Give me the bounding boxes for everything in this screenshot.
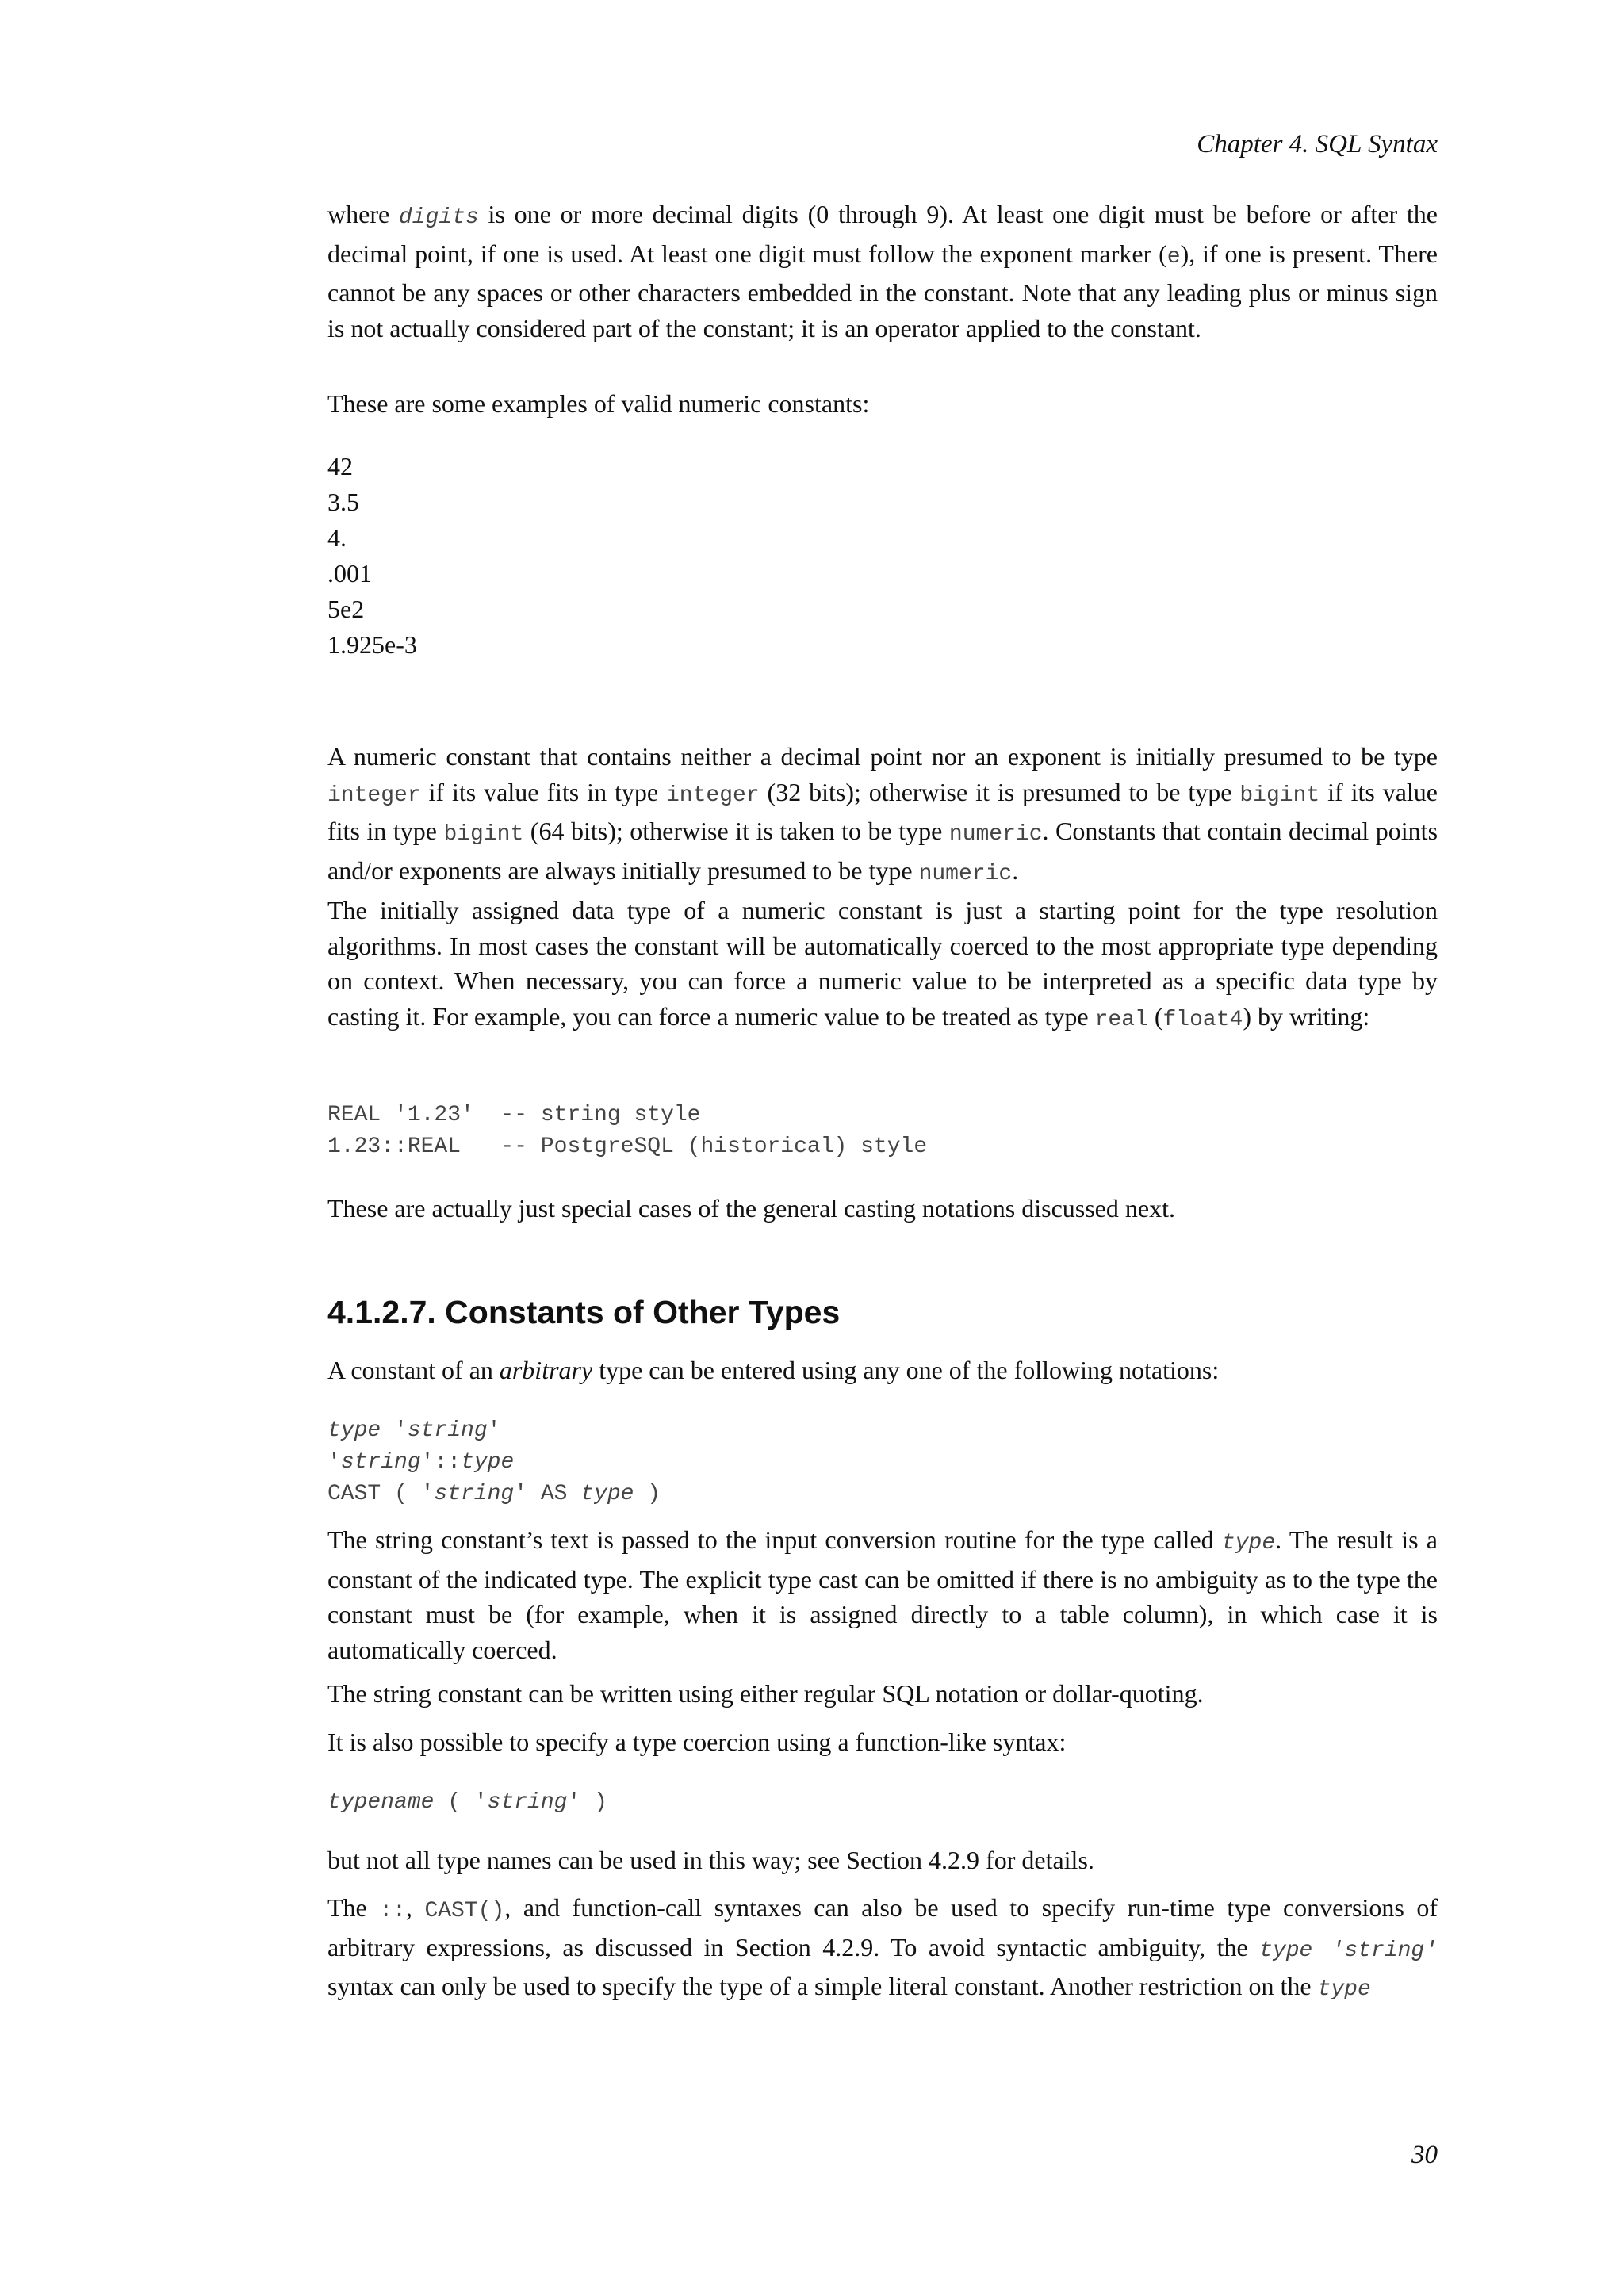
inline-code-bigint: bigint <box>1239 783 1320 808</box>
inline-code-numeric: numeric <box>918 861 1013 886</box>
numeric-examples-list <box>327 449 417 663</box>
code-block-cast-examples <box>327 1100 927 1163</box>
code-line: 'string'::type <box>327 1450 515 1475</box>
emphasis-arbitrary: arbitrary <box>499 1356 593 1384</box>
inline-code-real: real <box>1094 1007 1148 1032</box>
code-line: typename ( 'string' ) <box>327 1790 607 1815</box>
paragraph-numeric-types: A numeric constant that contains neither a decimal point nor an exponent is initially presumed to be type integer if its value fits in type integer (32 bits); otherwise it is presumed to be type bigint if its value fits in type bigint (64 bits); otherwise it is taken to be type numeric. Constants that contain decimal points and/or exponents are always initially presumed to be type numeric. <box>327 742 1438 886</box>
inline-code-double-colon: :: <box>379 1899 406 1923</box>
code-line: type 'string' <box>327 1418 501 1443</box>
code-line: CAST ( 'string' AS type ) <box>327 1482 661 1506</box>
inline-code-bigint: bigint <box>443 822 524 847</box>
numeric-example: 3.5 <box>327 488 359 516</box>
inline-code-digits: digits <box>398 205 479 230</box>
inline-code-integer: integer <box>666 783 760 808</box>
code-block-notations <box>327 1415 661 1510</box>
inline-code-type: type <box>1317 1977 1371 2002</box>
paragraph-digits-rules: where digits is one or more decimal digits (0 through 9). At least one digit must be before or after the decimal point, if one is used. At least one digit must follow the exponent marker (e), if one is present. There cannot be any spaces or other characters embedded in the constant. Note that any leading plus or minus sign is not actually considered part of the constant; it is an operator applied to the constant. <box>327 200 1438 342</box>
paragraph-dollar-quoting: The string constant can be written using either regular SQL notation or dollar-quoting. <box>327 1679 1204 1708</box>
inline-code-numeric: numeric <box>948 822 1043 847</box>
paragraph-input-conversion: The string constant’s text is passed to the input conversion routine for the type called type. The result is a constant of the indicated type. The explicit type cast can be omitted if there is no ambiguity as to the type the constant must be (for example, when it is assigned directly to a table column), in which case it is automatically coerced. <box>327 1525 1438 1664</box>
inline-code-e: e <box>1166 244 1181 270</box>
numeric-example: 42 <box>327 452 353 480</box>
inline-code-float4: float4 <box>1162 1007 1243 1032</box>
running-header: Chapter 4. SQL Syntax <box>1197 130 1438 159</box>
inline-code-type-string: type 'string' <box>1259 1938 1438 1963</box>
page-number: 30 <box>1411 2141 1438 2169</box>
code-line: REAL '1.23' -- string style <box>327 1103 701 1127</box>
paragraph-type-resolution: The initially assigned data type of a numeric constant is just a starting point for the type resolution algorithms. In most cases the constant will be automatically coerced to the most appropriate type depending on context. When necessary, you can force a numeric value to be interpreted as a specific data type by casting it. For example, you can force a numeric value to be treated as type real (float4) by writing: <box>327 896 1438 1032</box>
code-line: 1.23::REAL -- PostgreSQL (historical) style <box>327 1135 928 1159</box>
inline-code-integer: integer <box>327 783 421 808</box>
inline-code-cast: CAST() <box>424 1899 505 1923</box>
numeric-example: .001 <box>327 559 372 587</box>
paragraph-examples-intro: These are some examples of valid numeric constants: <box>327 389 870 418</box>
paragraph-arbitrary-type: A constant of an arbitrary type can be entered using any one of the following notations: <box>327 1356 1220 1384</box>
paragraph-function-syntax: It is also possible to specify a type coercion using a function-like syntax: <box>327 1728 1067 1756</box>
paragraph-type-names: but not all type names can be used in this way; see Section 4.2.9 for details. <box>327 1846 1094 1874</box>
code-block-function-syntax <box>327 1787 607 1819</box>
numeric-example: 1.925e-3 <box>327 630 417 659</box>
numeric-example: 5e2 <box>327 595 365 623</box>
paragraph-runtime-conversions: The ::, CAST(), and function-call syntaxes can also be used to specify run-time type conversions of arbitrary expressions, as discussed in Section 4.2.9. To avoid syntactic ambiguity, the type 'string' syntax can only be used to specify the type of a simple literal constant. Another restriction on the type <box>327 1893 1438 2002</box>
section-heading: 4.1.2.7. Constants of Other Types <box>327 1294 841 1330</box>
inline-code-type: type <box>1221 1531 1276 1556</box>
numeric-example: 4. <box>327 523 347 552</box>
paragraph-special-cases: These are actually just special cases of the general casting notations discussed next. <box>327 1194 1175 1223</box>
